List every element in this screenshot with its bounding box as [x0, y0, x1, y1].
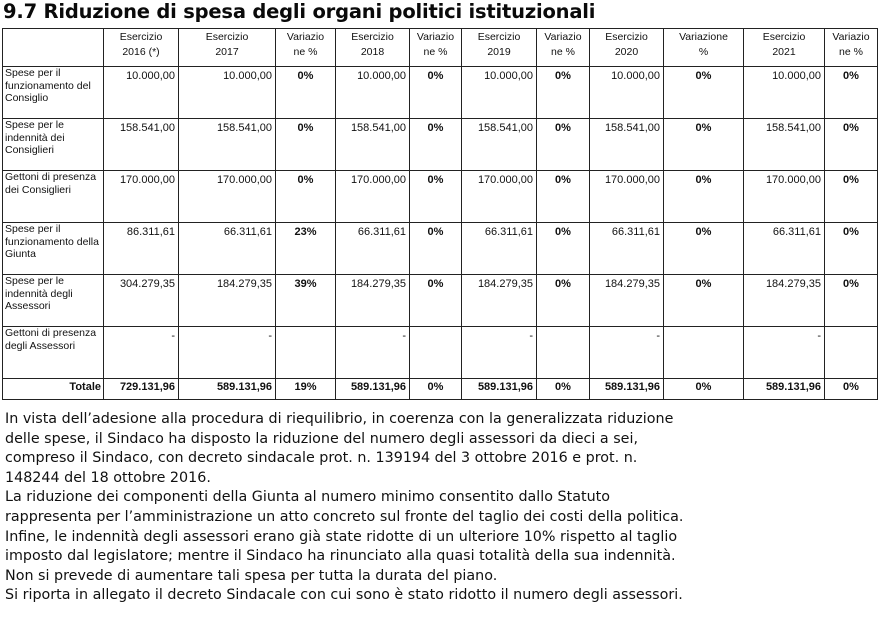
paragraph-line: 148244 del 18 ottobre 2016.	[5, 469, 211, 486]
paragraph-line: Si riporta in allegato il decreto Sindacale con cui sono è stato ridotto il numero degli assessori.	[5, 587, 683, 604]
header-cell: Esercizio 2016 (*)	[104, 29, 179, 67]
header-cell: Variazio ne %	[537, 29, 590, 67]
amount-cell: 170.000,00	[336, 171, 410, 223]
variation-cell: 0%	[410, 67, 462, 119]
amount-cell: 66.311,61	[744, 223, 825, 275]
variation-cell	[537, 327, 590, 379]
table-row	[3, 67, 878, 119]
variation-cell: 0%	[537, 379, 590, 400]
variation-cell	[276, 327, 336, 379]
header-cell: Esercizio 2018	[336, 29, 410, 67]
variation-cell: 0%	[537, 171, 590, 223]
amount-cell: -	[336, 327, 410, 379]
table-row	[3, 171, 878, 223]
table-row	[3, 119, 878, 171]
amount-cell: 158.541,00	[462, 119, 537, 171]
amount-cell: 66.311,61	[462, 223, 537, 275]
budget-table	[2, 28, 878, 400]
variation-cell: 0%	[410, 379, 462, 400]
variation-cell	[664, 327, 744, 379]
amount-cell: -	[744, 327, 825, 379]
variation-cell: 0%	[537, 275, 590, 327]
row-label: Gettoni di presenza dei Consiglieri	[3, 171, 104, 223]
amount-cell: 184.279,35	[590, 275, 664, 327]
variation-cell: 0%	[664, 275, 744, 327]
variation-cell	[410, 327, 462, 379]
section-heading: 9.7 Riduzione di spesa degli organi politici istituzionali	[3, 0, 596, 23]
variation-cell: 23%	[276, 223, 336, 275]
variation-cell: 39%	[276, 275, 336, 327]
amount-cell: 158.541,00	[590, 119, 664, 171]
row-label: Spese per il funzionamento della Giunta	[3, 223, 104, 275]
variation-cell: 0%	[410, 171, 462, 223]
amount-cell: 589.131,96	[462, 379, 537, 400]
paragraph-line: imposto dal legislatore; mentre il Sindaco ha rinunciato alla quasi totalità della sua indennità.	[5, 548, 676, 565]
header-cell: Variazio ne %	[825, 29, 878, 67]
total-label: Totale	[3, 379, 104, 400]
amount-cell: 158.541,00	[336, 119, 410, 171]
header-cell: Esercizio 2019	[462, 29, 537, 67]
paragraph-line: compreso il Sindaco, con decreto sindacale prot. n. 139194 del 3 ottobre 2016 e prot. n.	[5, 450, 638, 467]
amount-cell: -	[462, 327, 537, 379]
amount-cell: -	[179, 327, 276, 379]
amount-cell: 158.541,00	[744, 119, 825, 171]
variation-cell: 0%	[410, 223, 462, 275]
header-cell: Esercizio 2021	[744, 29, 825, 67]
row-label: Spese per il funzionamento del Consiglio	[3, 67, 104, 119]
variation-cell: 0%	[825, 275, 878, 327]
amount-cell: 589.131,96	[590, 379, 664, 400]
table-header-row	[3, 29, 878, 67]
header-cell: Variazione %	[664, 29, 744, 67]
total-row	[3, 379, 878, 400]
variation-cell: 0%	[537, 223, 590, 275]
variation-cell: 0%	[410, 119, 462, 171]
paragraph-line: Non si prevede di aumentare tali spesa per tutta la durata del piano.	[5, 567, 498, 584]
amount-cell: 158.541,00	[179, 119, 276, 171]
amount-cell: 158.541,00	[104, 119, 179, 171]
variation-cell: 0%	[825, 223, 878, 275]
amount-cell: 86.311,61	[104, 223, 179, 275]
paragraph-line: rappresenta per l’amministrazione un atto concreto sul fronte del taglio dei costi della politica.	[5, 508, 684, 525]
paragraph-line: delle spese, il Sindaco ha disposto la riduzione del numero degli assessori da dieci a sei,	[5, 430, 639, 447]
row-label: Gettoni di presenza degli Assessori	[3, 327, 104, 379]
amount-cell: 10.000,00	[336, 67, 410, 119]
variation-cell: 0%	[664, 379, 744, 400]
amount-cell: 170.000,00	[104, 171, 179, 223]
row-label: Spese per le indennità dei Consiglieri	[3, 119, 104, 171]
variation-cell: 0%	[664, 119, 744, 171]
variation-cell	[825, 327, 878, 379]
amount-cell: 589.131,96	[336, 379, 410, 400]
amount-cell: 184.279,35	[179, 275, 276, 327]
amount-cell: 589.131,96	[179, 379, 276, 400]
amount-cell: 10.000,00	[744, 67, 825, 119]
header-cell: Variazio ne %	[410, 29, 462, 67]
variation-cell: 0%	[825, 379, 878, 400]
amount-cell: 170.000,00	[744, 171, 825, 223]
amount-cell: 304.279,35	[104, 275, 179, 327]
amount-cell: -	[590, 327, 664, 379]
amount-cell: 184.279,35	[462, 275, 537, 327]
header-cell: Esercizio 2017	[179, 29, 276, 67]
variation-cell: 0%	[276, 119, 336, 171]
amount-cell: 66.311,61	[336, 223, 410, 275]
paragraph-line: Infine, le indennità degli assessori erano già state ridotte di un ulteriore 10% rispetto al taglio	[5, 528, 678, 545]
variation-cell: 0%	[537, 67, 590, 119]
paragraph-line: La riduzione dei componenti della Giunta al numero minimo consentito dallo Statuto	[5, 489, 610, 506]
variation-cell: 0%	[825, 67, 878, 119]
variation-cell: 0%	[664, 171, 744, 223]
amount-cell: 170.000,00	[179, 171, 276, 223]
variation-cell: 0%	[825, 171, 878, 223]
amount-cell: 589.131,96	[744, 379, 825, 400]
amount-cell: 66.311,61	[179, 223, 276, 275]
variation-cell: 0%	[537, 119, 590, 171]
table-row	[3, 223, 878, 275]
body-paragraph	[5, 410, 877, 606]
table-row	[3, 275, 878, 327]
paragraph-line: In vista dell’adesione alla procedura di riequilibrio, in coerenza con la generalizzata riduzione	[5, 411, 674, 427]
amount-cell: -	[104, 327, 179, 379]
variation-cell: 0%	[410, 275, 462, 327]
amount-cell: 184.279,35	[744, 275, 825, 327]
amount-cell: 10.000,00	[104, 67, 179, 119]
row-label: Spese per le indennità degli Assessori	[3, 275, 104, 327]
variation-cell: 0%	[276, 171, 336, 223]
amount-cell: 170.000,00	[462, 171, 537, 223]
header-cell: Esercizio 2020	[590, 29, 664, 67]
amount-cell: 10.000,00	[462, 67, 537, 119]
header-cell-empty	[3, 29, 104, 67]
variation-cell: 0%	[825, 119, 878, 171]
variation-cell: 0%	[664, 223, 744, 275]
amount-cell: 10.000,00	[179, 67, 276, 119]
amount-cell: 66.311,61	[590, 223, 664, 275]
amount-cell: 10.000,00	[590, 67, 664, 119]
table-row	[3, 327, 878, 379]
amount-cell: 184.279,35	[336, 275, 410, 327]
variation-cell: 19%	[276, 379, 336, 400]
variation-cell: 0%	[276, 67, 336, 119]
variation-cell: 0%	[664, 67, 744, 119]
amount-cell: 729.131,96	[104, 379, 179, 400]
header-cell: Variazio ne %	[276, 29, 336, 67]
amount-cell: 170.000,00	[590, 171, 664, 223]
